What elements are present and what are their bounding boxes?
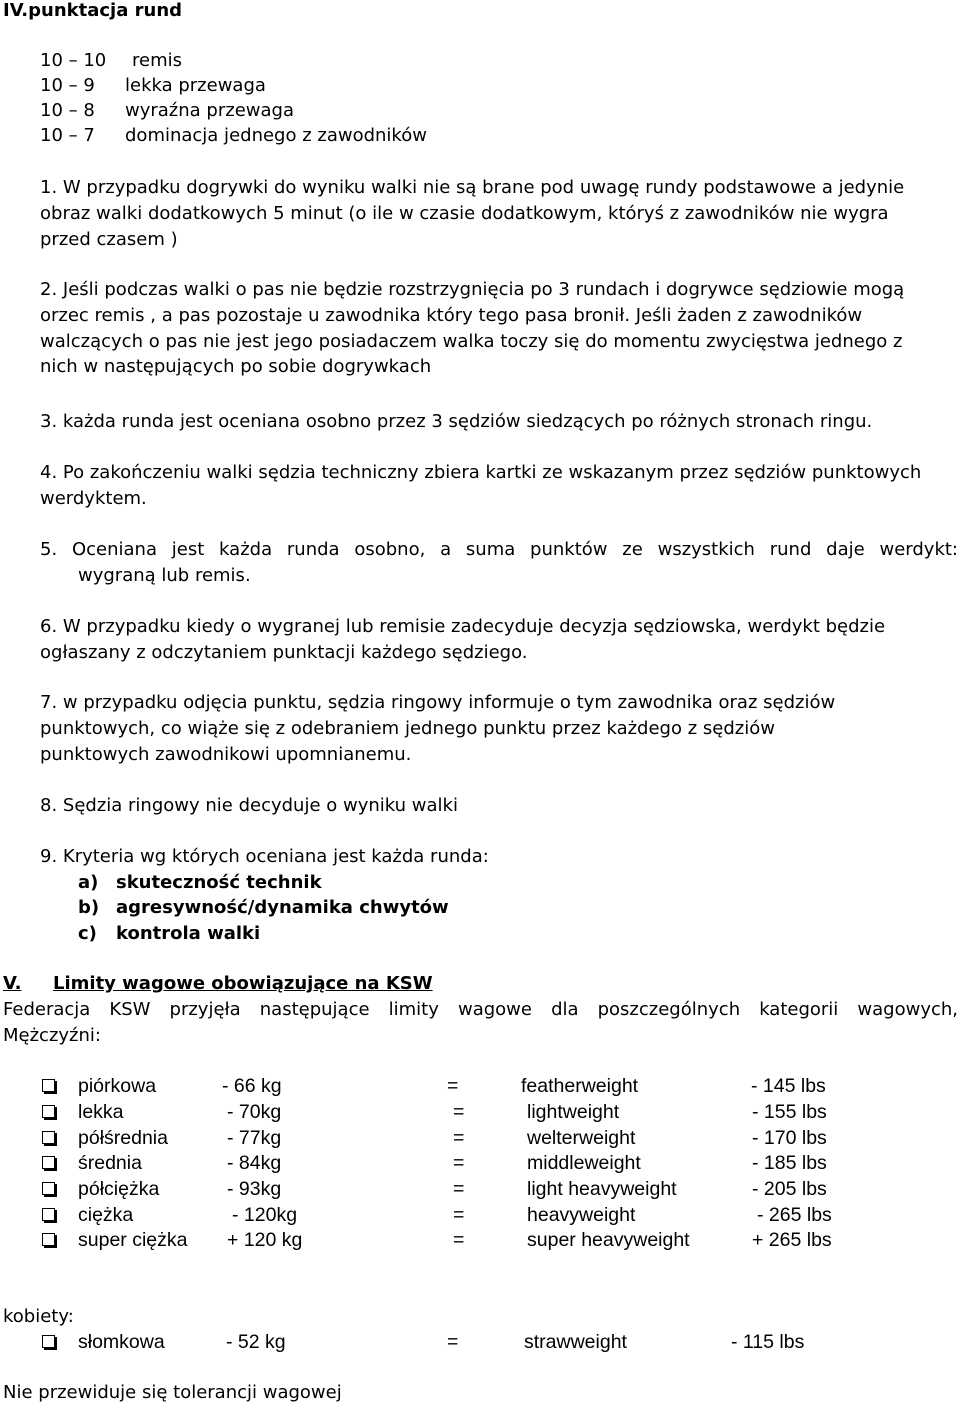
- men-label: Mężczyźni:: [3, 1025, 101, 1046]
- category-en: middleweight: [527, 1152, 641, 1174]
- category-kg: - 84kg: [227, 1152, 282, 1174]
- category-lbs: - 185 lbs: [752, 1152, 827, 1174]
- checkbox-bullet-icon: [42, 1156, 55, 1169]
- category-pl: lekka: [78, 1101, 124, 1123]
- category-eq: =: [453, 1178, 465, 1200]
- category-en: lightweight: [527, 1101, 620, 1123]
- score-value: 10 – 9: [40, 75, 95, 96]
- paragraph-line: 7. w przypadku odjęcia punktu, sędzia ringowy informuje o tym zawodnika oraz sędziów: [40, 692, 836, 713]
- score-desc: remis: [132, 50, 182, 71]
- category-lbs: - 115 lbs: [731, 1331, 805, 1353]
- category-lbs: - 205 lbs: [752, 1178, 827, 1200]
- paragraph-3: 3. każda runda jest oceniana osobno przez 3 sędziów siedzących po różnych stronach ringu.: [40, 411, 873, 432]
- section-v-intro: Federacja KSW przyjęła następujące limity wagowe dla poszczególnych kategorii wagowych,: [3, 999, 958, 1020]
- checkbox-bullet-icon: [42, 1208, 55, 1221]
- section-v-number: V.: [3, 973, 22, 994]
- category-eq: =: [447, 1331, 459, 1353]
- criteria-letter: b): [78, 897, 100, 918]
- footer-note: Nie przewiduje się tolerancji wagowej: [3, 1382, 342, 1403]
- category-kg: - 70kg: [227, 1101, 282, 1123]
- paragraph-line: punktowych zawodnikowi upomnianemu.: [40, 744, 412, 765]
- category-lbs: - 265 lbs: [757, 1204, 832, 1226]
- criteria-letter: a): [78, 872, 99, 893]
- criteria-letter: c): [78, 923, 97, 944]
- category-pl: ciężka: [78, 1204, 134, 1226]
- category-en: super heavyweight: [527, 1229, 690, 1251]
- category-en: light heavyweight: [527, 1178, 677, 1200]
- paragraph-line: punktowych, co wiąże się z odebraniem jednego punktu przez każdego z sędziów: [40, 718, 775, 739]
- category-pl: słomkowa: [78, 1331, 165, 1353]
- checkbox-bullet-icon: [42, 1182, 55, 1195]
- section-v-title: Limity wagowe obowiązujące na KSW: [53, 973, 433, 994]
- criteria-text: kontrola walki: [116, 923, 261, 944]
- paragraph-line: werdyktem.: [40, 488, 147, 509]
- paragraph-line: 4. Po zakończeniu walki sędzia techniczny zbiera kartki ze wskazanym przez sędziów punktowych: [40, 462, 922, 483]
- category-lbs: - 145 lbs: [751, 1075, 826, 1097]
- category-en: featherweight: [521, 1075, 639, 1097]
- category-lbs: - 170 lbs: [752, 1127, 827, 1149]
- category-en: strawweight: [524, 1331, 627, 1353]
- paragraph-8: 8. Sędzia ringowy nie decyduje o wyniku walki: [40, 795, 458, 816]
- checkbox-bullet-icon: [42, 1105, 55, 1118]
- paragraph-line: wygraną lub remis.: [78, 565, 251, 586]
- category-pl: półśrednia: [78, 1127, 168, 1149]
- women-label: kobiety:: [3, 1306, 74, 1327]
- checkbox-bullet-icon: [42, 1233, 55, 1246]
- paragraph-9: 9. Kryteria wg których oceniana jest każda runda:: [40, 846, 489, 867]
- category-kg: - 93kg: [227, 1178, 282, 1200]
- section-iv-title: IV.punktacja rund: [3, 0, 183, 21]
- score-desc: wyraźna przewaga: [125, 100, 294, 121]
- category-eq: =: [453, 1204, 465, 1226]
- category-kg: - 120kg: [232, 1204, 298, 1226]
- paragraph-line: 6. W przypadku kiedy o wygranej lub remisie zadecyduje decyzja sędziowska, werdykt będzie: [40, 616, 886, 637]
- category-kg: - 66 kg: [222, 1075, 282, 1097]
- category-eq: =: [453, 1101, 465, 1123]
- paragraph-line: walczących o pas nie jest jego posiadaczem walka toczy się do momentu zwycięstwa jednego z: [40, 331, 903, 352]
- criteria-text: agresywność/dynamika chwytów: [116, 897, 449, 918]
- paragraph-line: orzec remis , a pas pozostaje u zawodnika który tego pasa bronił. Jeśli żaden z zawodników: [40, 305, 863, 326]
- paragraph-line: ogłaszany z odczytaniem punktacji każdego sędziego.: [40, 642, 528, 663]
- score-value: 10 – 10: [40, 50, 107, 71]
- category-eq: =: [453, 1152, 465, 1174]
- checkbox-bullet-icon: [42, 1131, 55, 1144]
- category-en: welterweight: [527, 1127, 636, 1149]
- category-lbs: - 155 lbs: [752, 1101, 827, 1123]
- score-value: 10 – 8: [40, 100, 95, 121]
- category-lbs: + 265 lbs: [752, 1229, 832, 1251]
- category-pl: średnia: [78, 1152, 142, 1174]
- category-kg: + 120 kg: [227, 1229, 303, 1251]
- category-eq: =: [453, 1229, 465, 1251]
- category-kg: - 77kg: [227, 1127, 282, 1149]
- checkbox-bullet-icon: [42, 1335, 55, 1348]
- checkbox-bullet-icon: [42, 1079, 55, 1092]
- criteria-text: skuteczność technik: [116, 872, 322, 893]
- paragraph-line: obraz walki dodatkowych 5 minut (o ile w czasie dodatkowym, któryś z zawodników nie wygra: [40, 203, 889, 224]
- paragraph-line: nich w następujących po sobie dogrywkach: [40, 356, 432, 377]
- category-eq: =: [447, 1075, 459, 1097]
- score-value: 10 – 7: [40, 125, 95, 146]
- score-desc: dominacja jednego z zawodników: [125, 125, 427, 146]
- category-eq: =: [453, 1127, 465, 1149]
- category-en: heavyweight: [527, 1204, 636, 1226]
- paragraph-line: przed czasem ): [40, 229, 178, 250]
- score-desc: lekka przewaga: [125, 75, 266, 96]
- paragraph-line: 1. W przypadku dogrywki do wyniku walki nie są brane pod uwagę rundy podstawowe a jedynie: [40, 177, 905, 198]
- paragraph-line: 5. Oceniana jest każda runda osobno, a suma punktów ze wszystkich rund daje werdykt:: [40, 539, 958, 560]
- category-pl: super ciężka: [78, 1229, 188, 1251]
- category-pl: piórkowa: [78, 1075, 157, 1097]
- category-kg: - 52 kg: [226, 1331, 286, 1353]
- category-pl: półciężka: [78, 1178, 160, 1200]
- paragraph-line: 2. Jeśli podczas walki o pas nie będzie rozstrzygnięcia po 3 rundach i dogrywce sędziowie mogą: [40, 279, 905, 300]
